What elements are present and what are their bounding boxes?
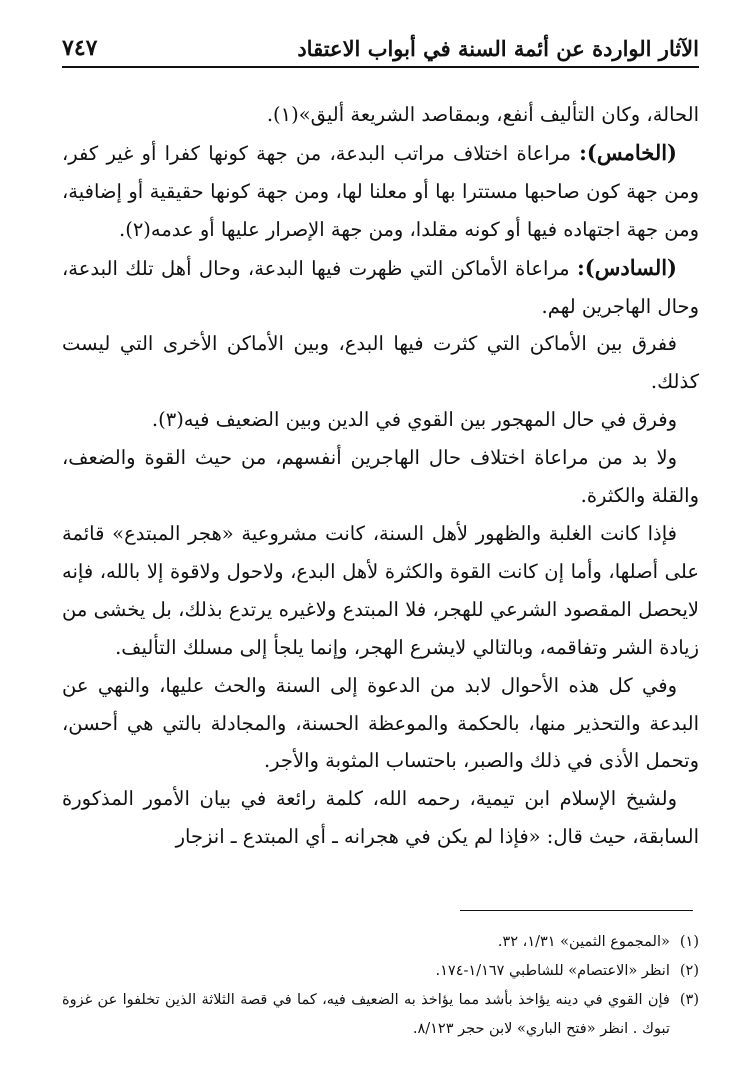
footnote bbox=[62, 957, 699, 986]
paragraph: ولشيخ الإسلام ابن تيمية، رحمه الله، كلمة رائعة في بيان الأمور المذكورة السابقة، حيث قال: «فإذا لم يكن في هجرانه ـ أي المبتدع ـ انزجار bbox=[62, 787, 699, 849]
footnote-marker: (٣) bbox=[679, 992, 699, 1008]
footnote bbox=[62, 986, 699, 1044]
page-number: ٧٤٧ bbox=[62, 35, 98, 61]
running-title: الآثار الواردة عن أئمة السنة في أبواب الاعتقاد bbox=[297, 36, 699, 61]
paragraph: (السادس): مراعاة الأماكن التي ظهرت فيها البدعة، وحال أهل تلك البدعة، وحال الهاجرين لهم. bbox=[62, 254, 699, 318]
paragraph: الحالة، وكان التأليف أنفع، وبمقاصد الشريعة أليق»(١). bbox=[266, 103, 699, 126]
footnote-marker: (٢) bbox=[679, 963, 699, 979]
footnote-marker: (١) bbox=[679, 934, 699, 950]
section-label: (الخامس): bbox=[579, 139, 677, 165]
page-header bbox=[62, 26, 699, 68]
paragraph: وفرق في حال المهجور بين القوي في الدين وبين الضعيف فيه(٣). bbox=[151, 408, 677, 432]
footnote-text: «المجموع الثمين» ١/٣١، ٣٢. bbox=[497, 934, 670, 950]
section-label: (السادس): bbox=[577, 254, 677, 280]
paragraph: فإذا كانت الغلبة والظهور لأهل السنة، كانت مشروعية «هجر المبتدع» قائمة على أصلها، وأما إن كانت القوة والكثرة لأهل البدع، ولاحول ولاقوة إلا بالله، فإنه لايحصل المقصود الشرعي للهجر، فلا المبتدع ولاغيره يرتدع بذلك، بل يخشى من زيادة الشر وتفاقمه، وبالتالي لايشرع الهجر، وإنما يلجأ إلى مسلك التأليف. bbox=[62, 521, 699, 659]
main-text bbox=[62, 96, 699, 856]
footnotes bbox=[62, 928, 699, 1044]
paragraph: ولا بد من مراعاة اختلاف حال الهاجرين أنفسهم، من حيث القوة والضعف، والقلة والكثرة. bbox=[62, 446, 699, 508]
footnote-divider bbox=[460, 910, 693, 911]
footnote-text: فإن القوي في دينه يؤاخذ بأشد مما يؤاخذ به الضعيف فيه، كما في قصة الثلاثة الذين تخلفوا عن غزوة تبوك . انظر «فتح الباري» لابن حجر ٨/١٢٣. bbox=[62, 992, 670, 1037]
paragraph: ففرق بين الأماكن التي كثرت فيها البدع، وبين الأماكن الأخرى التي ليست كذلك. bbox=[62, 332, 699, 394]
paragraph: (الخامس): مراعاة اختلاف مراتب البدعة، من جهة كونها كفرا أو غير كفر، ومن جهة كون صاحبها مستترا بها أو معلنا لها، ومن جهة كونها حقيقية أو إضافية، ومن جهة اجتهاده فيها أو كونه مقلدا، ومن جهة الإصرار عليها أو عدمه(٢). bbox=[62, 139, 699, 241]
paragraph: وفي كل هذه الأحوال لابد من الدعوة إلى السنة والحث عليها، والنهي عن البدعة والتحذير منها، بالحكمة والموعظة الحسنة، والمجادلة بالتي هي أحسن، وتحمل الأذى في ذلك والصبر، باحتساب المثوبة والأجر. bbox=[62, 673, 699, 773]
footnote-text: انظر «الاعتصام» للشاطبي ١/١٦٧-١٧٤. bbox=[435, 963, 670, 979]
footnote bbox=[62, 928, 699, 957]
